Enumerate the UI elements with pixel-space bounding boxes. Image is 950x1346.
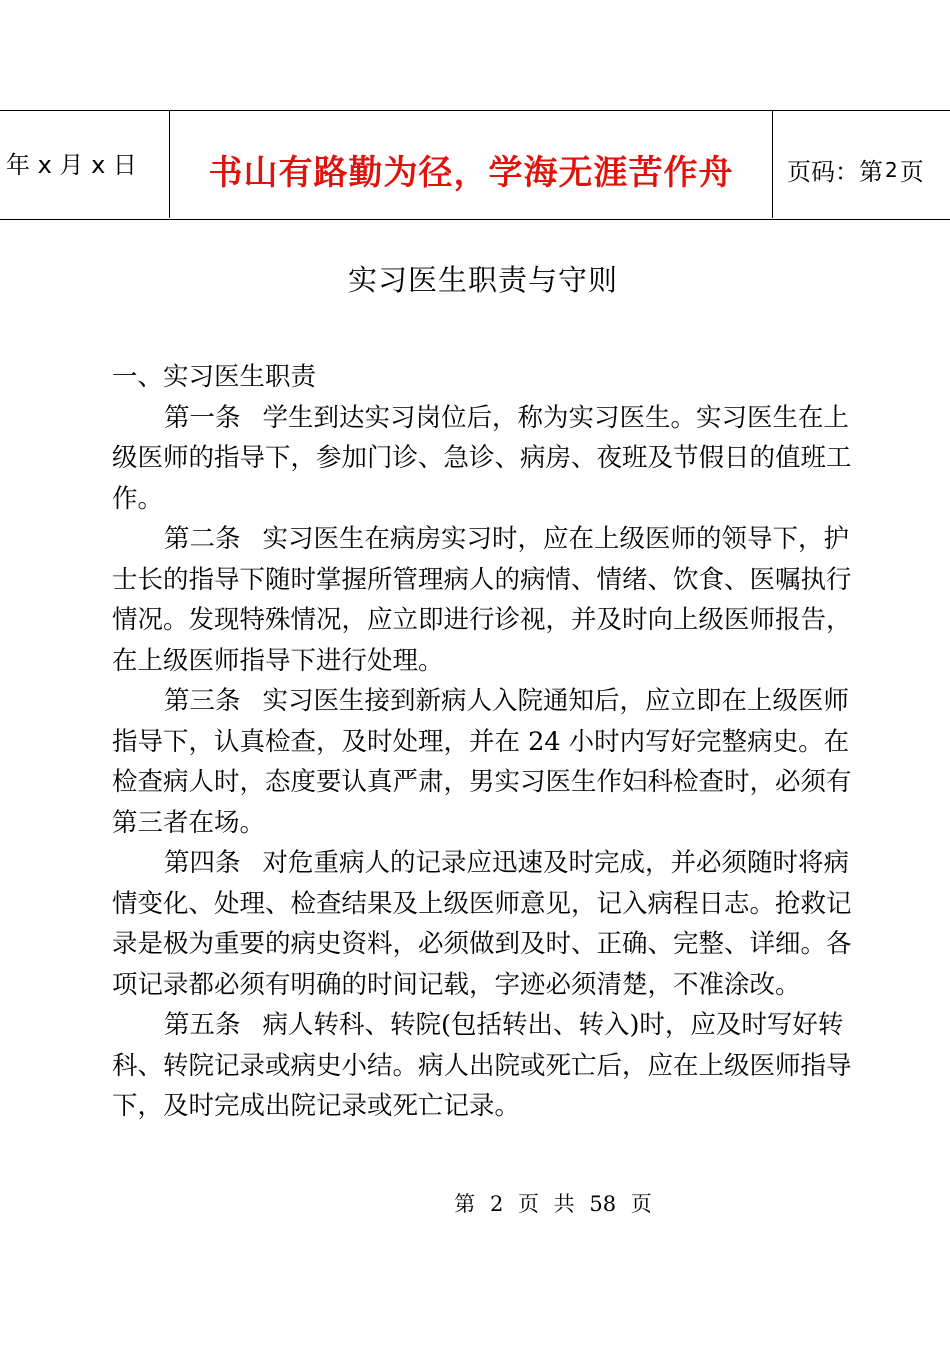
header-motto: 书山有路勤为径，学海无涯苦作舟: [170, 111, 773, 218]
page-suffix: 页: [899, 158, 924, 186]
article-label: 第五条: [164, 1010, 241, 1040]
article-label: 第一条: [164, 402, 241, 433]
article-3: [112, 681, 872, 843]
article-2: [112, 519, 872, 681]
section-heading: 一、实习医生职责: [112, 362, 317, 392]
article-text: 学生到达实习岗位后，称为实习医生。实习医生在上级医师的指导下，参加门诊、急诊、病房、夜班及节假日的值班工作。: [112, 402, 852, 514]
page-prefix: 第: [859, 158, 883, 186]
document-title: 实习医生职责与守则: [347, 263, 618, 297]
article-text: 对危重病人的记录应迅速及时完成，并必须随时将病情变化、处理、检查结果及上级医师意见，记入病程日志。抢救记录是极为重要的病史资料，必须做到及时、正确、完整、详细。各项记录都必须有明确的时间记载，字迹必须清楚，不准涂改。: [112, 848, 852, 1000]
header-date: 年 x 月 x 日: [0, 111, 170, 218]
article-label: 第三条: [164, 686, 241, 716]
article-5: [112, 1005, 872, 1127]
header-table: [0, 110, 950, 220]
header-page-indicator: [773, 111, 950, 218]
page-number: 2: [885, 157, 898, 182]
article-text: 病人转科、转院(包括转出、转入)时，应及时写好转科、转院记录或病史小结。病人出院或死亡后，应在上级医师指导下，及时完成出院记录或死亡记录。: [112, 1010, 852, 1121]
page-footer: 第 2 页 共 58 页: [454, 1192, 652, 1216]
article-1: [112, 398, 872, 520]
article-label: 第二条: [164, 524, 241, 554]
article-text: 实习医生在病房实习时，应在上级医师的领导下，护士长的指导下随时掌握所管理病人的病情、情绪、饮食、医嘱执行情况。发现特殊情况，应立即进行诊视，并及时向上级医师报告，在上级医师指导下进行处理。: [112, 524, 852, 676]
document-body: [112, 357, 872, 1127]
article-text: 实习医生接到新病人入院通知后，应立即在上级医师指导下，认真检查，及时处理，并在 24 小时内写好完整病史。在检查病人时，态度要认真严肃，男实习医生作妇科检查时，必须有第三者在场。: [112, 686, 852, 838]
article-4: [112, 843, 872, 1005]
article-label: 第四条: [164, 848, 241, 878]
page-label: 页码：: [787, 158, 859, 186]
